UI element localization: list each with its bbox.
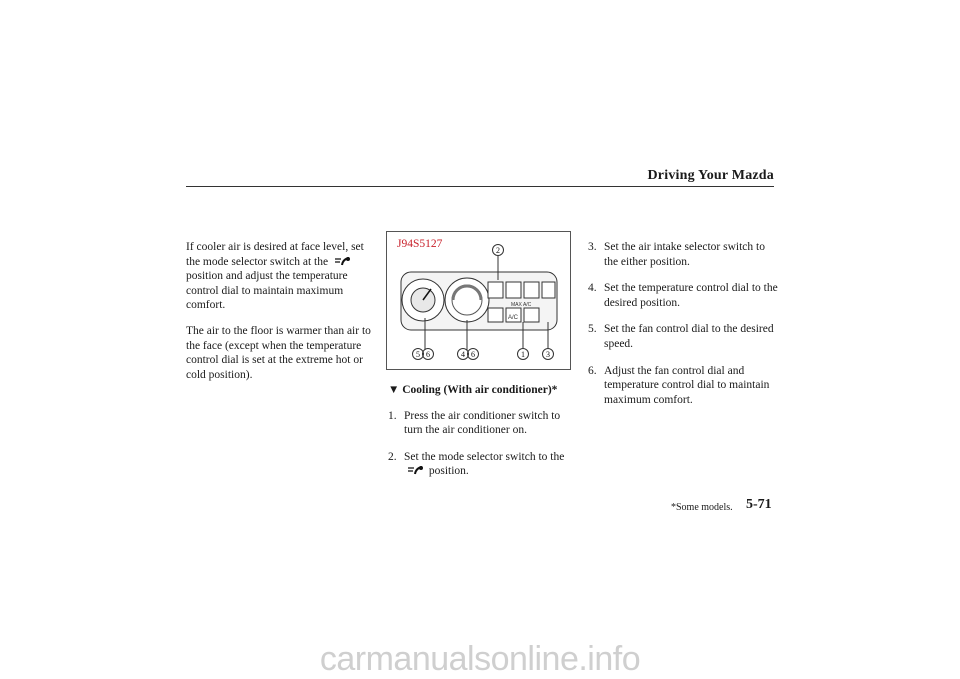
step-2: [388, 450, 574, 479]
step-3-text: Set the air intake selector switch to the either position.: [604, 241, 765, 268]
left-column: [186, 240, 376, 393]
max-ac-label: MAX A/C: [511, 302, 532, 308]
step-2-number: 2.: [388, 450, 397, 463]
footnote: *Some models.: [671, 502, 733, 513]
callout-6b: 6: [471, 350, 475, 359]
step-5: [588, 322, 778, 351]
step-4-number: 4.: [588, 282, 597, 295]
step-4-text: Set the temperature control dial to the desired position.: [604, 282, 778, 309]
page-number: 5-71: [746, 497, 772, 512]
step-2-text-b: position.: [428, 465, 469, 478]
callout-4: 4: [461, 350, 465, 359]
step-1-number: 1.: [388, 409, 397, 422]
callout-6a: 6: [426, 350, 430, 359]
callout-1: 1: [521, 350, 525, 359]
callout-2: 2: [496, 246, 500, 255]
step-5-text: Set the fan control dial to the desired speed.: [604, 323, 774, 350]
step-6-text: Adjust the fan control dial and temperature control dial to maintain maximum comfort.: [604, 364, 770, 406]
section-heading: ▼ Cooling (With air conditioner)*: [388, 384, 558, 396]
figure-id: J94S5127: [397, 238, 443, 250]
header-divider: [186, 186, 774, 187]
left-paragraph-2: The air to the floor is warmer than air to the face (except when the temperature control dial is set at the extreme hot or cold position).: [186, 324, 371, 381]
step-3: [588, 240, 778, 269]
step-3-number: 3.: [588, 241, 597, 253]
left-paragraph-1: [186, 240, 376, 313]
right-column: [588, 240, 778, 419]
middle-column: [388, 383, 574, 491]
face-vent-mode-icon: [333, 256, 351, 266]
step-6: [588, 364, 778, 408]
climate-control-figure: [386, 231, 571, 370]
step-6-number: 6.: [588, 364, 597, 377]
step-2-text-a: Set the mode selector switch to the: [404, 450, 565, 463]
left-p1-text-a: If cooler air is desired at face level, set the mode selector switch at the: [186, 241, 364, 268]
step-4: [588, 281, 778, 310]
page-header-title: Driving Your Mazda: [647, 168, 774, 183]
step-1-text: Press the air conditioner switch to turn the air conditioner on.: [404, 409, 561, 437]
watermark-link[interactable]: carmanualsonline.info: [319, 640, 641, 678]
left-p1-text-b: position and adjust the temperature control dial to maintain maximum comfort.: [186, 270, 348, 312]
climate-panel-diagram: [387, 232, 570, 369]
step-1: [388, 409, 574, 438]
step-5-number: 5.: [588, 323, 597, 336]
ac-label: A/C: [508, 315, 519, 321]
callout-5: 5: [416, 350, 420, 359]
callout-3: 3: [546, 350, 550, 359]
face-vent-mode-icon: [406, 465, 424, 475]
